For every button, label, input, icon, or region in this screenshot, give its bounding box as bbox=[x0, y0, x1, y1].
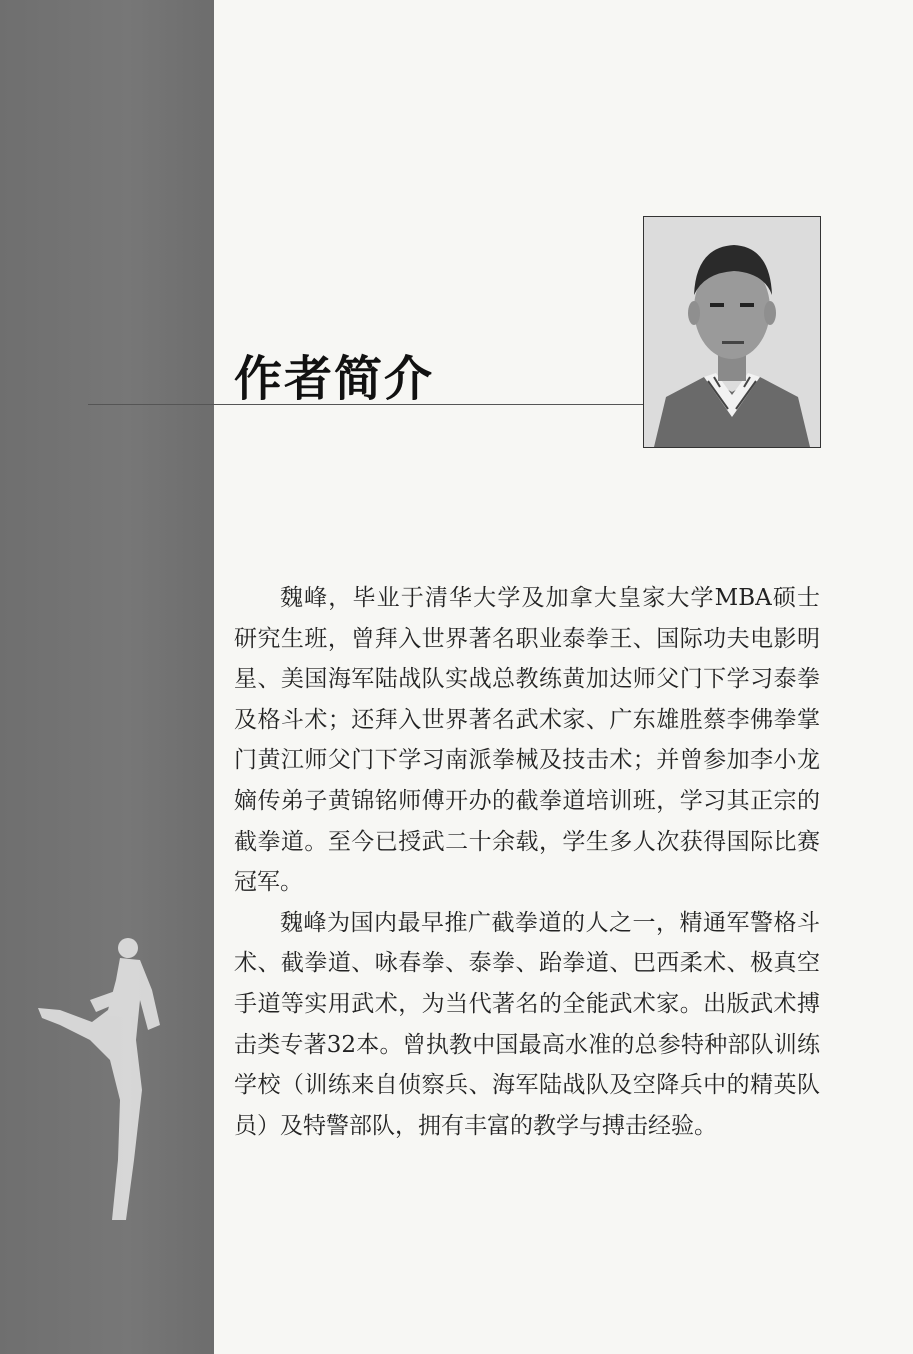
author-portrait-image bbox=[644, 217, 820, 447]
bio-paragraph-1: 魏峰，毕业于清华大学及加拿大皇家大学MBA硕士研究生班，曾拜入世界著名职业泰拳王、国际功夫电影明星、美国海军陆战队实战总教练黄加达师父门下学习泰拳及格斗术；还拜入世界著名武术家、广东雄胜蔡李佛拳掌门黄江师父门下学习南派拳械及技击术；并曾参加李小龙嫡传弟子黄锦铭师傅开办的截拳道培训班，学习其正宗的截拳道。至今已授武二十余载，学生多人次获得国际比赛冠军。 bbox=[234, 585, 820, 896]
page-title: 作者简介 bbox=[234, 351, 435, 407]
bio-paragraph-2: 魏峰为国内最早推广截拳道的人之一，精通军警格斗术、截拳道、咏春拳、泰拳、跆拳道、巴西柔术、极真空手道等实用武术，为当代著名的全能武术家。出版武术搏击类专著32本。曾执教中国最高水准的总参特种部队训练学校（训练来自侦察兵、海军陆战队及空降兵中的精英队员）及特警部队，拥有丰富的教学与搏击经验。 bbox=[234, 909, 820, 1139]
author-bio bbox=[234, 578, 820, 1146]
author-portrait-photo bbox=[643, 216, 821, 448]
martial-artist-silhouette bbox=[30, 930, 170, 1230]
